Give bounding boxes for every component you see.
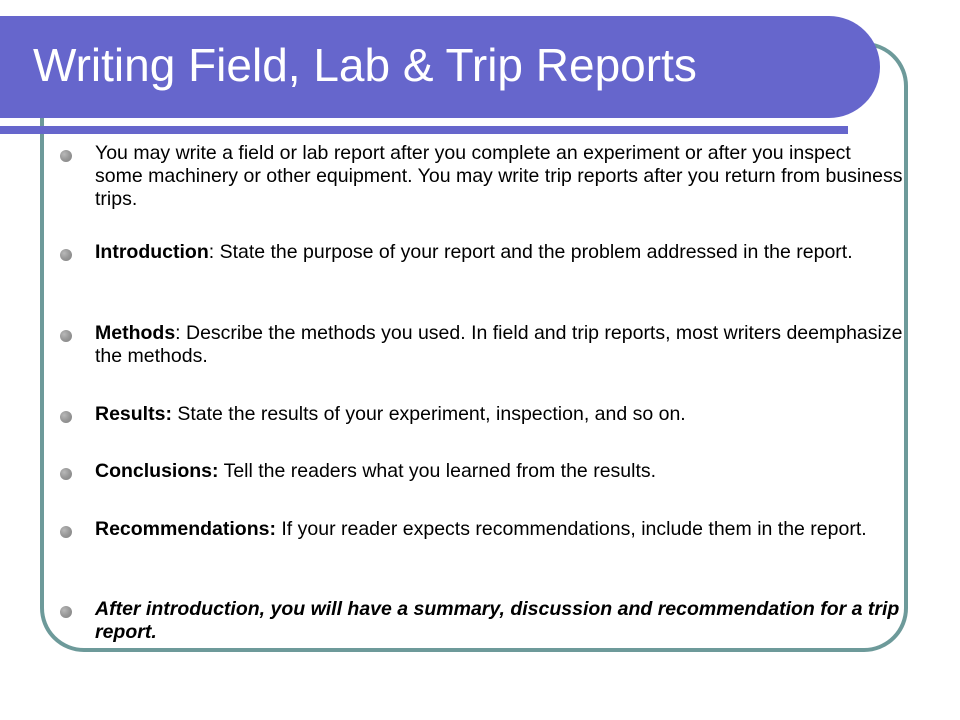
bullet-dot-icon	[60, 150, 72, 162]
bullet-dot-icon	[60, 411, 72, 423]
bullet-body-text: State the results of your experiment, inspection, and so on.	[171, 403, 686, 425]
bullet-text	[95, 322, 903, 368]
title-underline	[0, 126, 848, 134]
bullet-heading: Results:	[95, 403, 172, 425]
bullet-item-trip-report-summary	[60, 598, 906, 643]
bullet-heading: Methods	[95, 322, 176, 344]
bullet-body-text: : Describe the methods you used. In field and trip reports, most writers deemphasize the methods.	[95, 322, 903, 367]
bullet-text	[95, 241, 903, 264]
bullet-body-text: : State the purpose of your report and the problem addressed in the report.	[208, 241, 853, 263]
bullet-item-introduction	[60, 241, 906, 265]
bullet-dot-icon	[60, 606, 72, 618]
bullet-item-recommendations	[60, 518, 906, 542]
bullet-item-report-types	[60, 142, 906, 210]
bullet-dot-icon	[60, 249, 72, 261]
bullet-body-text: If your reader expects recommendations, include them in the report.	[275, 518, 867, 540]
bullet-text	[95, 403, 903, 426]
bullet-dot-icon	[60, 468, 72, 480]
bullet-body-text: You may write a field or lab report after you complete an experiment or after you inspect some machinery or other equipment. You may write trip reports after you return from business trips.	[95, 142, 903, 210]
bullet-text	[95, 142, 903, 211]
bullet-item-methods	[60, 322, 906, 367]
bullet-item-results	[60, 403, 906, 427]
bullet-text	[95, 460, 903, 483]
bullet-heading: Recommendations:	[95, 518, 276, 540]
bullet-dot-icon	[60, 526, 72, 538]
slide-title: Writing Field, Lab & Trip Reports	[33, 39, 697, 91]
bullet-heading: Introduction	[95, 241, 209, 263]
bullet-item-conclusions	[60, 460, 906, 484]
bullet-text	[95, 518, 903, 541]
bullet-emphasis-text: After introduction, you will have a summary, discussion and recommendation for a trip report.	[95, 598, 900, 643]
bullet-heading: Conclusions:	[95, 460, 219, 482]
bullet-body-text: Tell the readers what you learned from the results.	[218, 460, 657, 482]
bullet-dot-icon	[60, 330, 72, 342]
